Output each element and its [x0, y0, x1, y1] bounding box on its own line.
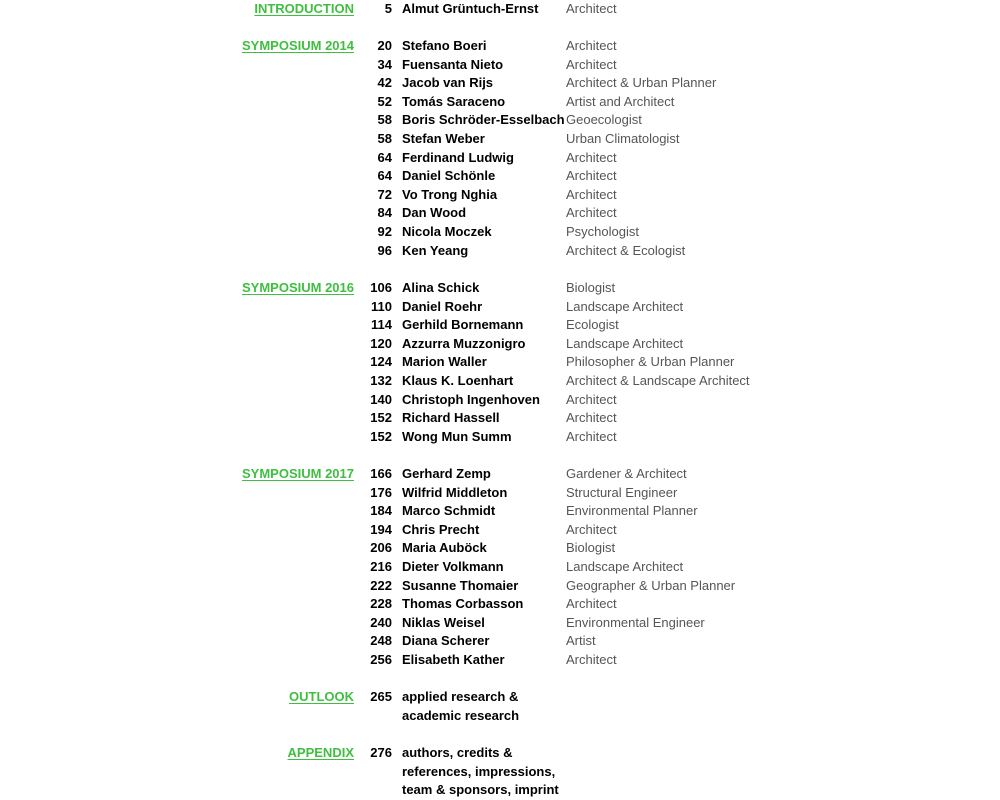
entry-page-number: 265 [370, 689, 392, 704]
entry-role: Architect & Landscape Architect [566, 373, 750, 388]
section-link-introduction[interactable]: INTRODUCTION [254, 1, 354, 16]
entry-page-number: 110 [371, 298, 392, 314]
entry-role: Architect & Urban Planner [566, 75, 717, 91]
entry-page-number: 132 [370, 373, 392, 388]
entry-name: authors, credits & references, impressions, team & sponsors, imprint [402, 745, 559, 798]
entry-page-number: 240 [370, 614, 392, 630]
entry-role: Artist [566, 633, 596, 649]
entry-name: Tomás Saraceno [402, 93, 506, 109]
entry-page-number: 114 [371, 317, 392, 333]
entry-role: Architect [566, 521, 617, 537]
section-link-symposium-2016[interactable]: SYMPOSIUM 2016 [242, 280, 354, 295]
entry-name: Alina Schick [402, 280, 480, 295]
entry-role: Artist and Architect [566, 93, 675, 109]
entry-name: Maria Auböck [402, 540, 487, 556]
entry-role: Architect [566, 652, 617, 667]
entry-name: Christoph Ingenhoven [402, 391, 540, 407]
entry-page-number: 194 [370, 521, 392, 537]
entry-name: Dan Wood [402, 205, 467, 221]
entry-name: Dieter Volkmann [402, 559, 504, 574]
entry-page-number: 152 [370, 410, 392, 426]
entry-role: Geoecologist [566, 112, 642, 128]
entry-name: Almut Grüntuch-Ernst [402, 1, 539, 16]
entry-name: Fuensanta Nieto [402, 56, 504, 72]
entry-name: Nicola Moczek [402, 224, 492, 239]
entry-page-number: 58 [377, 131, 392, 146]
entry-name: Stefano Boeri [402, 38, 487, 53]
entry-page-number: 256 [370, 652, 392, 667]
entry-role: Gardener & Architect [566, 466, 687, 481]
entry-role: Architect [566, 38, 617, 53]
entry-role: Architect [566, 168, 617, 184]
entry-name: Gerhild Bornemann [402, 317, 524, 333]
entry-page-number: 248 [370, 633, 392, 649]
entry-page-number: 276 [370, 745, 392, 760]
entry-role: Architect [566, 205, 617, 221]
entry-name: Thomas Corbasson [402, 596, 524, 612]
entry-page-number: 64 [377, 168, 392, 184]
entry-role: Environmental Engineer [566, 614, 705, 630]
entry-name: Marco Schmidt [402, 503, 496, 519]
entry-name: Elisabeth Kather [402, 652, 505, 667]
entry-role: Architect [566, 428, 617, 444]
entry-name: Daniel Schönle [402, 168, 496, 184]
entry-page-number: 184 [370, 503, 392, 519]
entry-role: Landscape Architect [566, 335, 684, 351]
entry-name: Diana Scherer [402, 633, 490, 649]
entry-role: Architect [566, 391, 617, 407]
entry-role: Biologist [566, 540, 616, 556]
entry-page-number: 166 [370, 466, 392, 481]
entry-name: Daniel Roehr [402, 298, 483, 314]
entry-page-number: 96 [377, 242, 392, 258]
entry-page-number: 124 [370, 354, 392, 370]
entry-page-number: 176 [370, 484, 392, 500]
entry-name: Stefan Weber [402, 131, 485, 146]
entry-role: Biologist [566, 280, 616, 295]
entry-page-number: 140 [370, 391, 392, 407]
entry-role: Geographer & Urban Planner [566, 577, 736, 593]
entry-role: Architect [566, 149, 617, 165]
entry-role: Architect & Ecologist [566, 242, 686, 258]
entry-name: Wilfrid Middleton [402, 484, 508, 500]
section-link-symposium-2017[interactable]: SYMPOSIUM 2017 [242, 466, 354, 481]
entry-name: Vo Trong Nghia [402, 186, 498, 202]
entry-page-number: 34 [377, 56, 392, 72]
entry-name: Azzurra Muzzonigro [402, 335, 526, 351]
entry-page-number: 106 [370, 280, 392, 295]
entry-page-number: 58 [377, 112, 392, 128]
entry-name: Chris Precht [402, 521, 480, 537]
section-link-outlook[interactable]: OUTLOOK [289, 689, 354, 704]
entry-role: Ecologist [566, 317, 619, 333]
entry-page-number: 52 [377, 93, 392, 109]
entry-name: Wong Mun Summ [402, 428, 512, 444]
entry-name: Jacob van Rijs [402, 75, 494, 91]
entry-page-number: 5 [384, 1, 392, 16]
entry-page-number: 92 [377, 224, 392, 239]
entry-page-number: 84 [377, 205, 392, 221]
entry-page-number: 152 [370, 428, 392, 444]
section-link-appendix[interactable]: APPENDIX [287, 745, 354, 760]
entry-name: Klaus K. Loenhart [402, 373, 514, 388]
entry-name: applied research & academic research [402, 689, 520, 723]
entry-role: Landscape Architect [566, 298, 684, 314]
entry-role: Structural Engineer [566, 484, 678, 500]
entry-role: Landscape Architect [566, 559, 684, 574]
entry-page-number: 42 [377, 75, 392, 91]
entry-role: Philosopher & Urban Planner [566, 354, 735, 370]
entry-page-number: 216 [370, 559, 392, 574]
entry-page-number: 206 [370, 540, 392, 556]
entry-name: Niklas Weisel [402, 614, 485, 630]
entry-role: Architect [566, 186, 617, 202]
section-link-symposium-2014[interactable]: SYMPOSIUM 2014 [242, 38, 354, 53]
entry-page-number: 222 [370, 577, 392, 593]
entry-page-number: 20 [377, 38, 392, 53]
entry-role: Psychologist [566, 224, 639, 239]
entry-role: Environmental Planner [566, 503, 698, 519]
entry-name: Susanne Thomaier [402, 577, 519, 593]
entry-name: Gerhard Zemp [402, 466, 491, 481]
entry-page-number: 72 [377, 186, 392, 202]
entry-role: Architect [566, 56, 617, 72]
entry-name: Boris Schröder-Esselbach [402, 112, 565, 128]
entry-name: Marion Waller [402, 354, 487, 370]
entry-role: Architect [566, 410, 617, 426]
entry-page-number: 228 [370, 596, 392, 612]
entry-name: Ferdinand Ludwig [402, 149, 514, 165]
entry-name: Richard Hassell [402, 410, 500, 426]
entry-page-number: 120 [370, 335, 392, 351]
entry-role: Architect [566, 596, 617, 612]
entry-role: Architect [566, 1, 617, 16]
entry-page-number: 64 [377, 149, 392, 165]
entry-name: Ken Yeang [402, 242, 469, 258]
entry-role: Urban Climatologist [566, 131, 680, 146]
